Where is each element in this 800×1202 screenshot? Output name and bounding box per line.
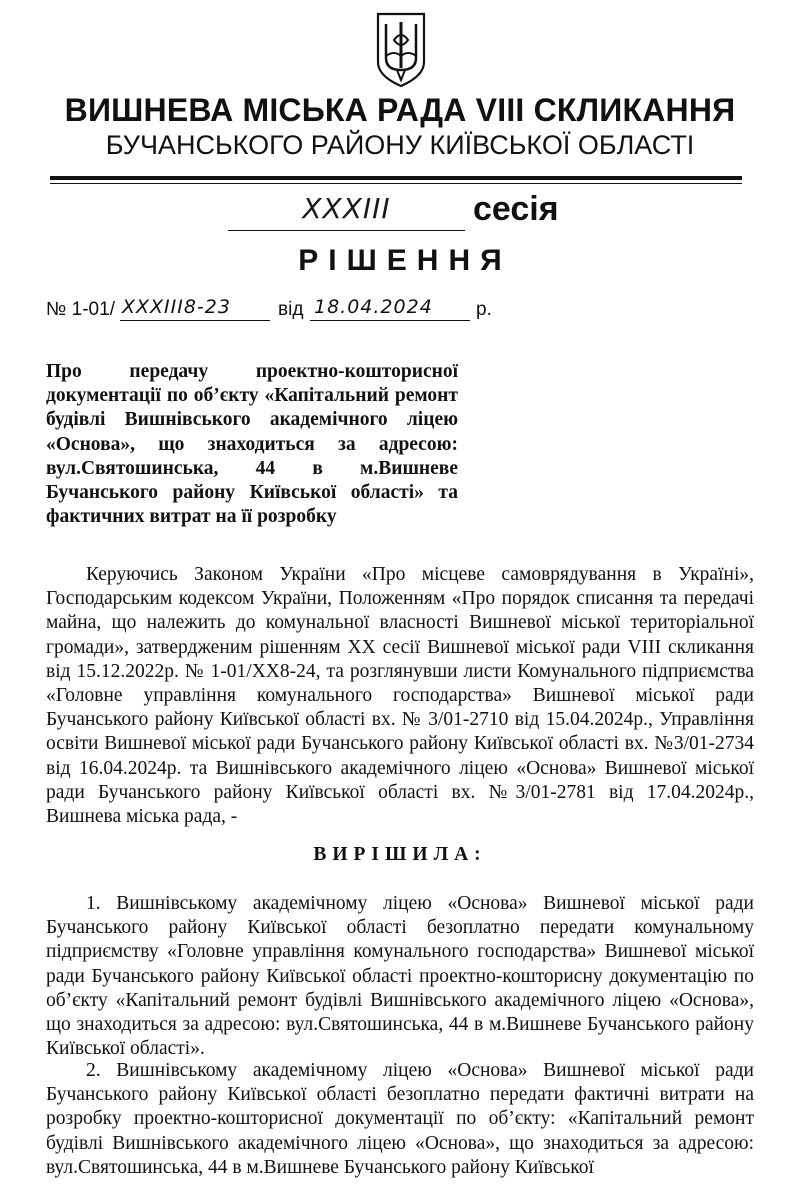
- council-region: БУЧАНСЬКОГО РАЙОНУ КИЇВСЬКОЇ ОБЛАСТІ: [105, 130, 695, 160]
- decision-date-handwritten: 18.04.2024: [314, 296, 433, 318]
- session-number-handwritten: XXXIII: [302, 192, 391, 225]
- decision-subject: Про передачу проектно-кошторисної документації по об’єкту «Капітальний ремонт будівлі Вишнівського академічного ліцею «Основа», що знаходиться за адресою: вул.Святошинська, 44 в м.Вишневе Бучанського району Київської області» та фактичних витрат на її розробку: [46, 361, 458, 528]
- resolution-item-1: 1. Вишнівському академічному ліцею «Основа» Вишневої міської ради Бучанського району Київської області безоплатно передати комунальному підприємству «Головне управління комунального господарства» Вишневої міської ради Бучанського району Київської області проектно-кошторисну документацію по об’єкту «Капітальний ремонт будівлі Вишнівського академічного ліцею «Основа», що знаходиться за адресою: вул.Святошинська, 44 в м.Вишневе Бучанського району Київської області».: [46, 893, 754, 1060]
- decision-number-prefix: № 1-01/: [46, 299, 115, 320]
- decision-number-handwritten: XXXIII8-23: [122, 296, 231, 318]
- date-prefix: від: [278, 299, 304, 320]
- decision-date-underline: [310, 320, 470, 321]
- resolution-item-2: 2. Вишнівському академічному ліцею «Основа» Вишневої міської ради Бучанського району Київської області безоплатно передати фактичні витрати на розробку проектно-кошторисної документації по об’єкту: «Капітальний ремонт будівлі Вишнівського академічного ліцею «Основа», що знаходиться за адресою: вул.Святошинська, 44 в м.Вишневе Бучанського району Київської: [46, 1060, 754, 1178]
- header-rule-thick: [50, 176, 742, 180]
- resolved-heading: ВИРІШИЛА:: [313, 844, 487, 865]
- date-suffix: р.: [476, 299, 492, 320]
- header-rule-thin: [50, 183, 742, 184]
- council-name: ВИШНЕВА МІСЬКА РАДА VIII СКЛИКАННЯ: [64, 92, 736, 128]
- session-number-underline: [228, 230, 465, 231]
- preamble-paragraph: Керуючись Законом України «Про місцеве самоврядування в Україні», Господарським кодексом України, Положенням «Про порядок списання та передачі майна, що належить до комунальної власності Вишневої міської територіальної громади», затвердженим рішенням XX сесії Вишневої міської ради VIII скликання від 15.12.2022р. № 1-01/XX8-24, та розглянувши листи Комунального підприємства «Головне управління комунального господарства» Вишневої міської ради Бучанського району Київської області вх. № 3/01-2710 від 15.04.2024р., Управління освіти Вишневої міської ради Бучанського району Київської області вх. №3/01-2734 від 16.04.2024р. та Вишнівського академічного ліцею «Основа» Вишневої міської ради Бучанського району Київської області вх. №3/01-2781 від 17.04.2024р., Вишнева міська рада, -: [46, 564, 754, 828]
- trident-emblem-icon: [372, 10, 430, 90]
- session-label: сесія: [473, 190, 559, 228]
- decision-title: РІШЕННЯ: [298, 244, 512, 277]
- decision-number-underline: [120, 320, 270, 321]
